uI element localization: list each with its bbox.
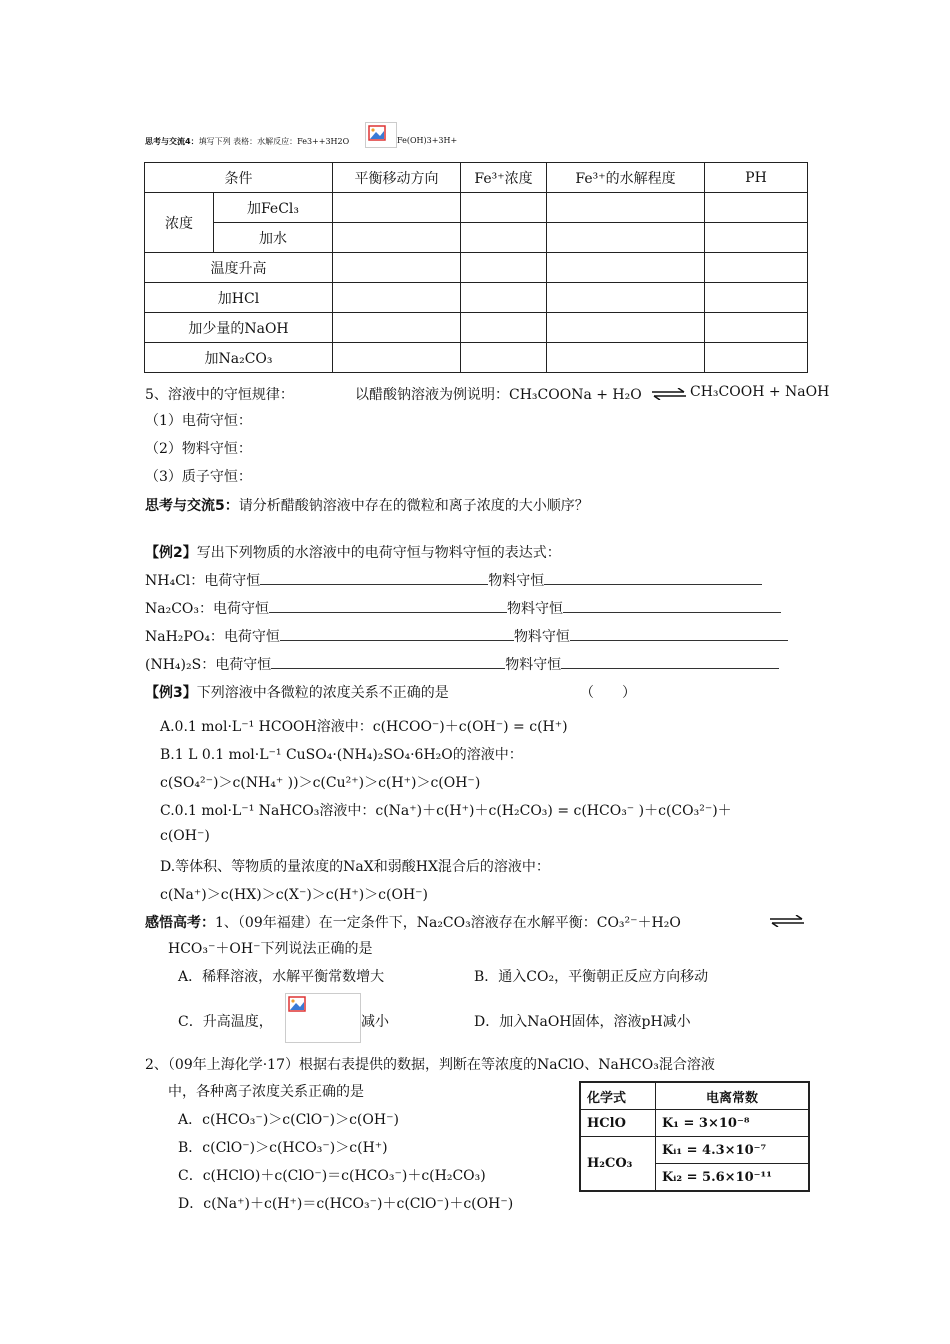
think4-suffix: Fe(OH)3+3H+ (397, 136, 458, 145)
ex2-text: 写出下列物质的水溶液中的电荷守恒与物料守恒的表达式： (196, 545, 561, 561)
ex2-row-4 (145, 654, 779, 674)
think4-text: 填写下列 表格：水解反应：Fe3++3H2O (198, 137, 350, 146)
cell[interactable] (705, 283, 808, 313)
cell[interactable] (705, 253, 808, 283)
q2-option-c: C．c(HClO)＋c(ClO⁻)＝c(HCO₃⁻)＋c(H₂CO₃) (178, 1168, 486, 1184)
gaokao-q1b: HCO₃⁻＋OH⁻下列说法正确的是 (168, 941, 373, 957)
ex2-compound: NaH₂PO₄： (145, 629, 224, 645)
gaokao-opt-a: A．稀释溶液，水解平衡常数增大 (178, 969, 385, 985)
th-condition: 条件 (145, 163, 333, 193)
ex3-option-d2: c(Na⁺)＞c(HX)＞c(X⁻)＞c(H⁺)＞c(OH⁻) (160, 887, 429, 903)
cell[interactable] (333, 223, 461, 253)
gaokao-q2b: 中，各种离子浓度关系正确的是 (168, 1084, 364, 1100)
gaokao-opt-c1: C．升高温度， (178, 1014, 273, 1030)
ex3-option-c2: c(OH⁻) (160, 828, 210, 844)
answer-blank[interactable] (271, 654, 505, 669)
think5-line (145, 495, 589, 515)
ex2-charge: 电荷守恒 (213, 601, 270, 617)
cell[interactable] (461, 343, 547, 373)
cell[interactable] (333, 313, 461, 343)
ex2-row-1 (145, 570, 762, 590)
cell[interactable] (461, 253, 547, 283)
ex2-compound: Na₂CO₃： (145, 601, 214, 617)
ex3-option-d: D.等体积、等物质的量浓度的NaX和弱酸HX混合后的溶液中： (160, 859, 550, 875)
section5-title: 5、溶液中的守恒规律： (145, 387, 294, 403)
section5-item-2: （2）物料守恒： (145, 441, 252, 457)
cell[interactable] (705, 343, 808, 373)
equilibrium-arrow-icon (770, 915, 804, 927)
th-constant: 电离常数 (656, 1082, 810, 1110)
ex2-row-2 (145, 598, 781, 618)
broken-image-icon (365, 122, 397, 148)
ex2-material: 物料守恒 (513, 629, 570, 645)
q2-option-d: D．c(Na⁺)＋c(H⁺)＝c(HCO₃⁻)＋c(ClO⁻)＋c(OH⁻) (178, 1196, 514, 1212)
ex3-option-b2: c(SO₄²⁻)＞c(NH₄⁺ ))＞c(Cu²⁺)＞c(H⁺)＞c(OH⁻) (160, 775, 481, 791)
cell[interactable] (333, 283, 461, 313)
cell[interactable] (547, 343, 705, 373)
row-add-naoh: 加少量的NaOH (145, 313, 333, 343)
equilibrium-arrow-icon (652, 388, 686, 400)
th-fe-degree: Fe³⁺的水解程度 (547, 163, 705, 193)
ex2-label: 【例2】 (145, 545, 197, 561)
ex2-material: 物料守恒 (507, 601, 564, 617)
ex2-charge: 电荷守恒 (204, 573, 261, 589)
q2-option-b: B．c(ClO⁻)＞c(HCO₃⁻)＞c(H⁺) (178, 1140, 388, 1156)
think4-label: 思考与交流4： (145, 137, 199, 146)
cell[interactable] (705, 313, 808, 343)
row-temp-up: 温度升高 (145, 253, 333, 283)
cell[interactable] (461, 313, 547, 343)
row-add-hcl: 加HCl (145, 283, 333, 313)
gaokao-q2: 2、（09年上海化学·17）根据右表提供的数据，判断在等浓度的NaClO、NaHCO₃混合溶液 (145, 1057, 715, 1073)
k-h2co3-1: Kᵢ₁ = 4.3×10⁻⁷ (656, 1137, 810, 1164)
cell[interactable] (547, 313, 705, 343)
cell[interactable] (461, 223, 547, 253)
gaokao-opt-b: B．通入CO₂，平衡朝正反应方向移动 (474, 969, 709, 985)
answer-blank[interactable] (280, 626, 514, 641)
row-add-fecl3: 加FeCl₃ (214, 193, 333, 223)
cell[interactable] (333, 343, 461, 373)
ex2-material: 物料守恒 (488, 573, 545, 589)
answer-blank[interactable] (269, 598, 507, 613)
answer-blank[interactable] (260, 570, 488, 585)
ex2-compound: (NH₄)₂S： (145, 657, 216, 673)
ex3-text: 下列溶液中各微粒的浓度关系不正确的是 (196, 685, 449, 701)
broken-image-icon (285, 993, 361, 1043)
ex3-label: 【例3】 (145, 685, 197, 701)
think5-label: 思考与交流5： (145, 498, 239, 514)
cell[interactable] (461, 193, 547, 223)
k-hclo: K₁ = 3×10⁻⁸ (656, 1110, 810, 1137)
cell[interactable] (333, 193, 461, 223)
row-add-na2co3: 加Na₂CO₃ (145, 343, 333, 373)
gaokao-opt-d: D．加入NaOH固体，溶液pH减小 (474, 1014, 691, 1030)
cell[interactable] (461, 283, 547, 313)
th-ph: PH (705, 163, 808, 193)
ex3-option-c: C.0.1 mol·L⁻¹ NaHCO₃溶液中：c(Na⁺)＋c(H⁺)＋c(H₂CO₃) = c(HCO₃⁻ )＋c(CO₃²⁻)＋ (160, 803, 732, 819)
gaokao-q1: 1、（09年福建）在一定条件下，Na₂CO₃溶液存在水解平衡：CO₃²⁻＋H₂O (215, 915, 681, 931)
answer-blank[interactable] (561, 654, 779, 669)
cell[interactable] (705, 193, 808, 223)
ex2-material: 物料守恒 (505, 657, 562, 673)
formula-h2co3: H₂CO₃ (580, 1137, 656, 1192)
th-direction: 平衡移动方向 (333, 163, 461, 193)
think5-text: 请分析醋酸钠溶液中存在的微粒和离子浓度的大小顺序？ (238, 498, 589, 514)
answer-blank[interactable] (544, 570, 762, 585)
gaokao-line (145, 912, 681, 932)
cell[interactable] (547, 253, 705, 283)
cell[interactable] (547, 193, 705, 223)
ex2-charge: 电荷守恒 (215, 657, 272, 673)
ex3-line (145, 682, 449, 702)
section5-item-3: （3）质子守恒： (145, 469, 252, 485)
cell[interactable] (333, 253, 461, 283)
answer-blank[interactable] (570, 626, 788, 641)
formula-hclo: HClO (580, 1110, 656, 1137)
ex2-charge: 电荷守恒 (223, 629, 280, 645)
th-fe-conc: Fe³⁺浓度 (461, 163, 547, 193)
think4-line (145, 136, 349, 147)
section5-item-1: （1）电荷守恒： (145, 413, 252, 429)
row-add-water: 加水 (214, 223, 333, 253)
answer-blank[interactable] (563, 598, 781, 613)
cell[interactable] (705, 223, 808, 253)
cell[interactable] (547, 223, 705, 253)
ex2-compound: NH₄Cl： (145, 573, 205, 589)
ex3-option-b: B.1 L 0.1 mol·L⁻¹ CuSO₄·(NH₄)₂SO₄·6H₂O的溶液中： (160, 747, 523, 763)
ionization-constant-table (579, 1081, 810, 1192)
th-formula: 化学式 (580, 1082, 656, 1110)
ex3-bracket: （ ） (580, 685, 636, 701)
ex2-line (145, 542, 561, 562)
ex3-option-a: A.0.1 mol·L⁻¹ HCOOH溶液中：c(HCOO⁻)＋c(OH⁻) = c(H⁺) (160, 719, 568, 735)
gaokao-opt-c2: 减小 (361, 1014, 389, 1030)
group-concentration: 浓度 (145, 193, 214, 253)
fecl3-table (144, 162, 808, 373)
ex2-row-3 (145, 626, 788, 646)
cell[interactable] (547, 283, 705, 313)
section5-example-right: CH₃COOH + NaOH (690, 384, 830, 400)
k-h2co3-2: Kᵢ₂ = 5.6×10⁻¹¹ (656, 1164, 810, 1192)
section5-example: 以醋酸钠溶液为例说明：CH₃COONa + H₂O (355, 387, 642, 403)
q2-option-a: A．c(HCO₃⁻)＞c(ClO⁻)＞c(OH⁻) (178, 1112, 399, 1128)
gaokao-label: 感悟高考： (145, 915, 215, 931)
